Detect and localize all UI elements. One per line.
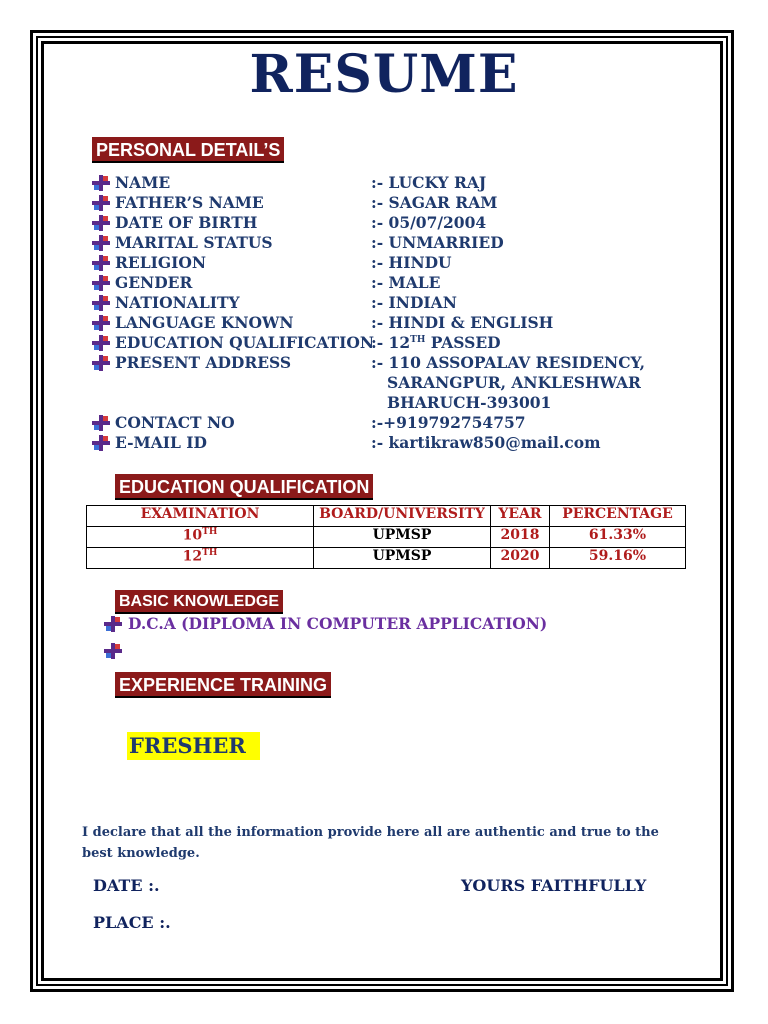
bullet-icon [92,275,110,291]
personal-detail-value: :- 110 ASSOPALAV RESIDENCY, [371,353,646,372]
personal-detail-label: DATE OF BIRTH [115,213,258,232]
section-heading-education: EDUCATION QUALIFICATION [115,474,373,500]
table-cell-exam [87,527,314,548]
personal-detail-label: MARITAL STATUS [115,233,273,252]
personal-detail-value: :- UNMARRIED [371,233,504,252]
table-row [87,527,686,548]
table-cell-year: 2020 [491,548,550,569]
personal-detail-value: :- HINDU [371,253,452,272]
bullet-icon [104,616,122,632]
personal-detail-label: EDUCATION QUALIFICATION [115,333,375,352]
personal-detail-value: :- SAGAR RAM [371,193,498,212]
personal-detail-label: NATIONALITY [115,293,240,312]
personal-detail-label: FATHER’S NAME [115,193,264,212]
bullet-icon [92,315,110,331]
personal-detail-value [371,333,501,352]
bullet-icon [92,175,110,191]
bullet-icon [92,195,110,211]
personal-detail-value: :- INDIAN [371,293,457,312]
personal-detail-label: NAME [115,173,171,192]
section-heading-basic-knowledge: BASIC KNOWLEDGE [115,590,283,614]
personal-detail-value: :- 05/07/2004 [371,213,487,232]
personal-detail-label: RELIGION [115,253,207,272]
exam-suffix: TH [202,548,218,558]
personal-detail-value: :- LUCKY RAJ [371,173,487,192]
table-header-examination: EXAMINATION [87,506,314,527]
personal-detail-label: CONTACT NO [115,413,235,432]
personal-detail-value: :- HINDI & ENGLISH [371,313,554,332]
personal-detail-value: :- MALE [371,273,441,292]
bullet-icon [92,215,110,231]
value-suffix: PASSED [425,333,501,352]
personal-detail-value: :- kartikraw850@mail.com [371,433,601,452]
table-cell-exam [87,548,314,569]
table-header-year: YEAR [491,506,550,527]
personal-detail-label: LANGUAGE KNOWN [115,313,294,332]
personal-detail-value: :-+919792754757 [371,413,526,432]
place-label: PLACE :. [93,913,171,932]
experience-value: FRESHER [127,732,260,760]
address-line-text: SARANGPUR, ANKLESHWAR [387,373,641,392]
table-cell-year: 2018 [491,527,550,548]
bullet-icon [92,435,110,451]
address-line-text: BHARUCH-393001 [387,393,552,412]
table-cell-percentage: 61.33% [550,527,686,548]
resume-title: RESUME [249,44,519,105]
personal-detail-label: GENDER [115,273,193,292]
value-prefix: :- 12 [371,333,411,352]
section-heading-experience: EXPERIENCE TRAINING [115,672,331,698]
table-cell-percentage: 59.16% [550,548,686,569]
bullet-icon [92,335,110,351]
bullet-icon [92,295,110,311]
value-superscript: TH [410,334,426,345]
bullet-icon [92,255,110,271]
exam-value: 12 [182,548,203,565]
personal-detail-label: PRESENT ADDRESS [115,353,292,372]
bullet-icon [92,355,110,371]
table-header-percentage: PERCENTAGE [550,506,686,527]
education-table [86,505,686,569]
bullet-icon [92,235,110,251]
exam-value: 10 [182,527,203,544]
exam-suffix: TH [202,527,218,537]
table-header-row [87,506,686,527]
table-cell-board: UPMSP [314,527,491,548]
declaration-text: I declare that all the information provide here all are authentic and true to the best knowledge. [82,825,659,861]
table-cell-board: UPMSP [314,548,491,569]
signoff-text: YOURS FAITHFULLY [461,876,647,895]
section-heading-personal: PERSONAL DETAIL’S [92,137,284,163]
table-row [87,548,686,569]
date-label: DATE :. [93,876,160,895]
personal-detail-label: E-MAIL ID [115,433,207,452]
bullet-icon [104,643,122,659]
basic-knowledge-item: D.C.A (DIPLOMA IN COMPUTER APPLICATION) [128,614,548,633]
table-header-board: BOARD/UNIVERSITY [314,506,491,527]
bullet-icon [92,415,110,431]
